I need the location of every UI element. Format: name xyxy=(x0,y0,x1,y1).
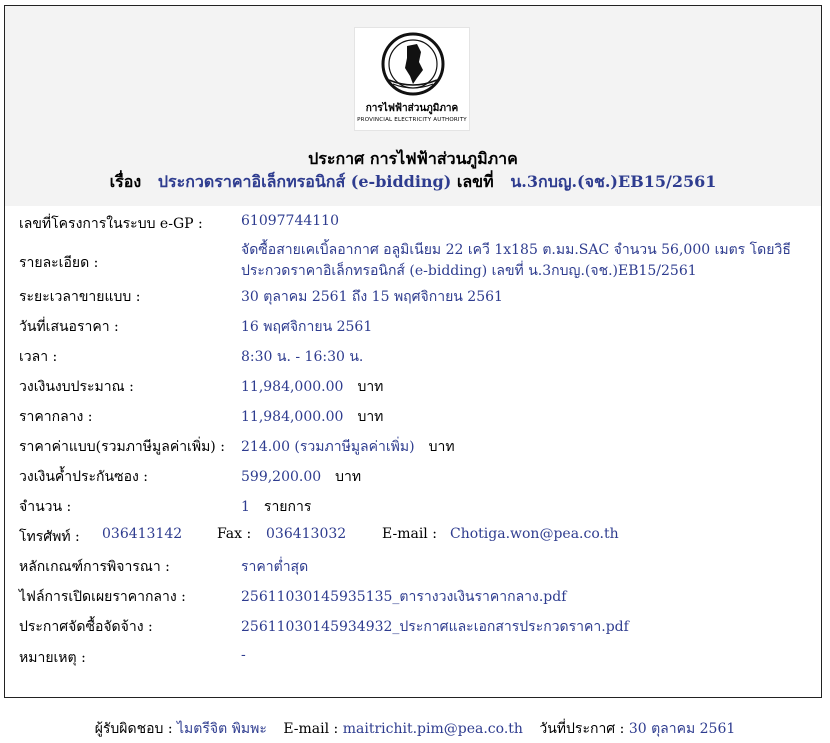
field-value: ราคาต่ำสุด xyxy=(241,559,309,575)
field-value: จัดซื้อสายเคเบิ้ลอากาศ อลูมิเนียม 22 เควี 1x185 ต.มม.SAC จำนวน 56,000 เมตร โดยวิธีประกวดราคาอิเล็กทรอนิกส์ (e-bidding) เลขที่ น.3กบญ.(จช.)EB15/2561 xyxy=(241,242,791,279)
number-label: เลขที่ xyxy=(456,172,494,191)
field-value: 8:30 น. - 16:30 น. xyxy=(241,349,364,365)
announcement-subject xyxy=(5,170,821,195)
footer-email-label: E-mail : xyxy=(283,721,339,737)
field-value: 11,984,000.00 xyxy=(241,409,344,425)
field-unit: บาท xyxy=(357,409,384,425)
email-link[interactable]: Chotiga.won@pea.co.th xyxy=(450,526,619,542)
field-value: 61097744110 xyxy=(241,213,339,229)
subject-label: เรื่อง xyxy=(109,172,142,191)
phone-value: 036413142 xyxy=(102,526,183,542)
pea-logo xyxy=(354,27,470,131)
footer xyxy=(0,718,830,740)
field-unit: บาท xyxy=(335,469,362,485)
announce-file-link[interactable]: 25611030145934932_ประกาศและเอกสารประกวดราคา.pdf xyxy=(241,619,629,635)
email-label: E-mail : xyxy=(382,526,437,542)
fax-label: Fax : xyxy=(217,526,252,542)
median-file-link[interactable]: 25611030145935135_ตารางวงเงินราคากลาง.pdf xyxy=(241,589,567,605)
logo-org-thai: การไฟฟ้าส่วนภูมิภาค xyxy=(365,103,459,114)
field-value: 214.00 (รวมภาษีมูลค่าเพิ่ม) xyxy=(241,439,415,455)
number-value: น.3กบญ.(จช.)EB15/2561 xyxy=(510,172,717,191)
field-unit: รายการ xyxy=(263,499,312,515)
page-title: ประกาศ การไฟฟ้าส่วนภูมิภาค xyxy=(308,149,518,168)
field-label: ระยะเวลาขายแบบ : xyxy=(19,289,141,305)
phone-label: โทรศัพท์ : xyxy=(19,529,80,545)
announce-date-value: 30 ตุลาคม 2561 xyxy=(628,721,736,737)
field-label: รายละเอียด : xyxy=(19,255,99,271)
field-value-group xyxy=(241,406,383,428)
field-label: ราคากลาง : xyxy=(19,409,93,425)
field-value: 16 พฤศจิกายน 2561 xyxy=(241,319,373,335)
field-unit: บาท xyxy=(428,439,455,455)
field-label: หลักเกณฑ์การพิจารณา : xyxy=(19,559,170,575)
announcement-frame xyxy=(4,5,822,698)
field-value-group xyxy=(241,466,361,488)
field-value: 1 xyxy=(241,499,250,515)
field-label: วงเงินค้ำประกันซอง : xyxy=(19,469,149,485)
field-label: เวลา : xyxy=(19,349,58,365)
field-label: หมายเหตุ : xyxy=(19,650,86,666)
field-value: - xyxy=(241,647,246,663)
announce-date-label: วันที่ประกาศ : xyxy=(539,721,625,737)
field-value-group xyxy=(241,376,383,398)
subject-value: ประกวดราคาอิเล็กทรอนิกส์ (e-bidding) xyxy=(157,172,452,191)
responsible-label: ผู้รับผิดชอบ : xyxy=(94,721,173,737)
field-label: วงเงินงบประมาณ : xyxy=(19,379,134,395)
field-label: ประกาศจัดซื้อจัดจ้าง : xyxy=(19,619,153,635)
field-label: ไฟล์การเปิดเผยราคากลาง : xyxy=(19,589,186,605)
field-unit: บาท xyxy=(357,379,384,395)
footer-email-link[interactable]: maitrichit.pim@pea.co.th xyxy=(342,721,523,737)
field-label: จำนวน : xyxy=(19,499,72,515)
announcement-header xyxy=(5,6,821,206)
logo-org-english: PROVINCIAL ELECTRICITY AUTHORITY xyxy=(357,117,467,123)
field-value: 599,200.00 xyxy=(241,469,322,485)
field-label: เลขที่โครงการในระบบ e-GP : xyxy=(19,216,203,232)
field-value: 11,984,000.00 xyxy=(241,379,344,395)
field-label: วันที่เสนอราคา : xyxy=(19,319,119,335)
field-value-group xyxy=(241,496,311,518)
field-value-group xyxy=(241,436,455,458)
fax-value: 036413032 xyxy=(266,526,347,542)
field-value: 30 ตุลาคม 2561 ถึง 15 พฤศจิกายน 2561 xyxy=(241,289,503,305)
field-label: ราคาค่าแบบ(รวมภาษีมูลค่าเพิ่ม) : xyxy=(19,439,225,455)
responsible-value: ไมตรีจิต พิมพะ xyxy=(177,721,267,737)
